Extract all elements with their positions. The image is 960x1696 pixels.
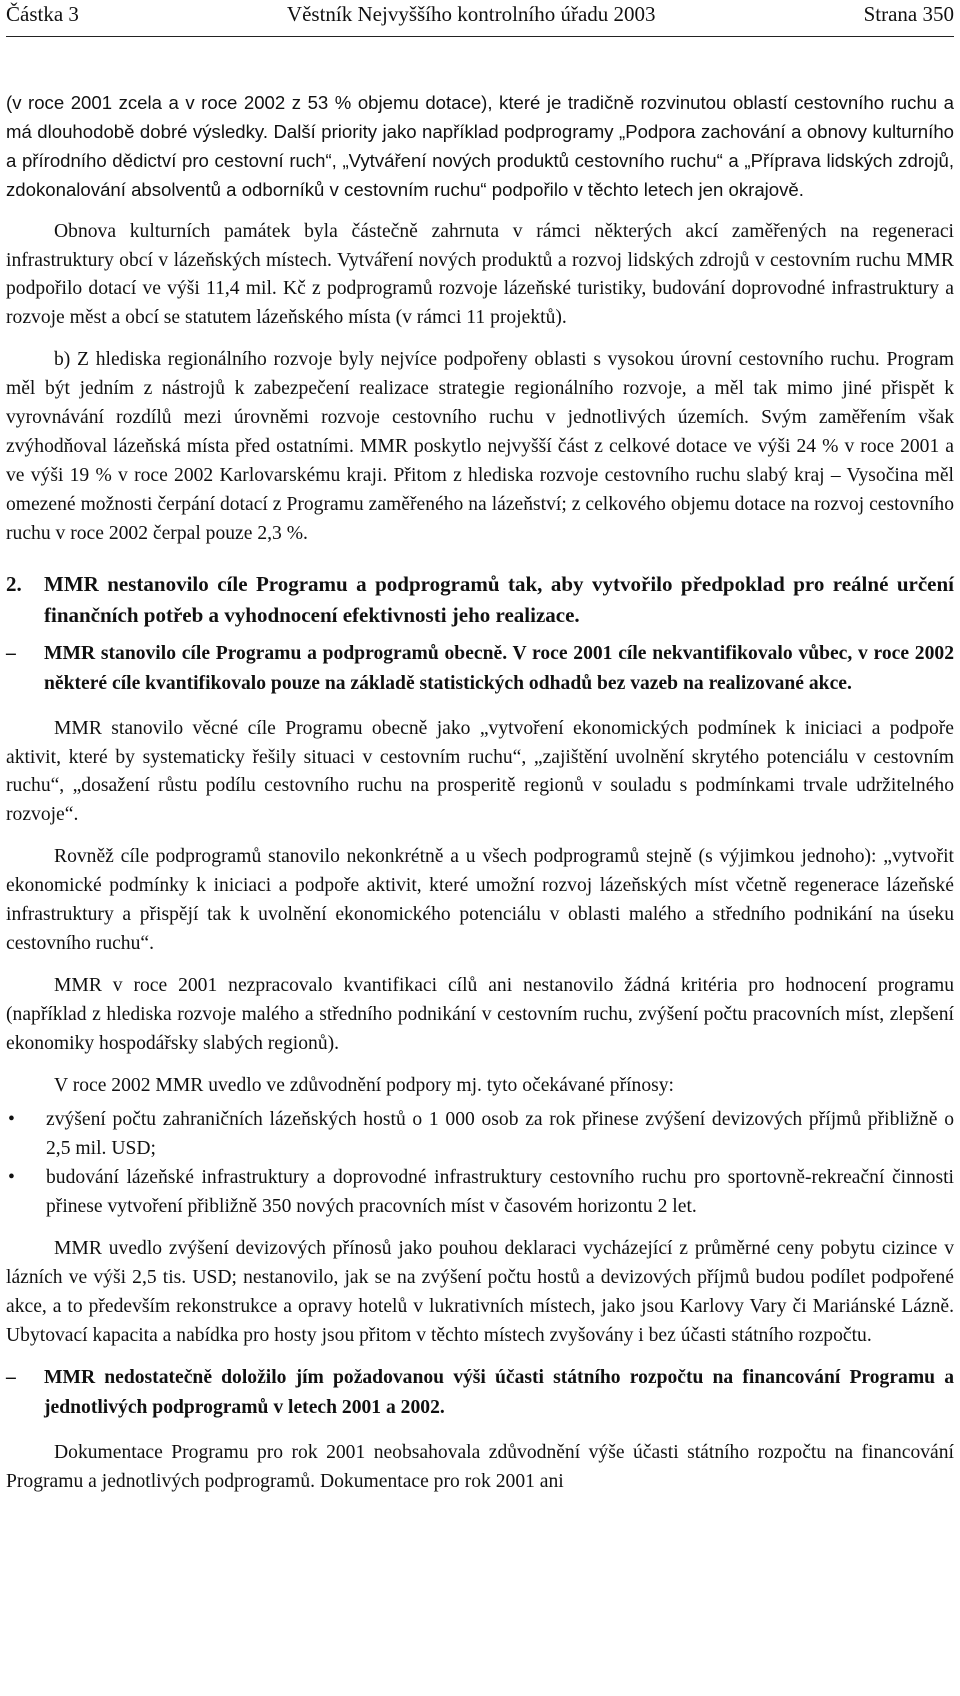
journal-title: Věstník Nejvyššího kontrolního úřadu 2003	[286, 2, 656, 26]
list-item	[6, 1164, 954, 1222]
paragraph-foreign-exchange: MMR uvedlo zvýšení devizových přínosů jako pouhou deklaraci vycházející z průměrné ceny pobytu cizince v lázních ve výši 2,5 tis. USD; nestanovilo, jak se na zvýšení počtu hostů a devizových příjmů budou podílet podpořené akce, a to především rekonstrukce a opravy hotelů v lukrativních místech, jako jsou Karlovy Vary či Mariánské Lázně. Ubytovací kapacita a nabídka pro hosty jsou přitom v těchto místech zvyšovány i bez účasti státního rozpočtu.	[6, 1238, 954, 1346]
paragraph-documentation: Dokumentace Programu pro rok 2001 neobsahovala zdůvodnění výše účasti státního rozpočtu na financování Programu a jednotlivých podprogramů. Dokumentace pro rok 2001 ani	[6, 1441, 954, 1492]
list-item-text: budování lázeňské infrastruktury a doprovodné infrastruktury cestovního ruchu pro sportovně-rekreační činnosti přinese vytvoření přibližně 350 nových pracovních míst v časovém horizontu 2 let.	[46, 1167, 954, 1218]
list-item	[6, 1106, 954, 1164]
list-item-text: zvýšení počtu zahraničních lázeňských hostů o 1 000 osob za rok přinese zvýšení devizových příjmů přibližně o 2,5 mil. USD;	[46, 1109, 954, 1160]
paragraph-priorities: (v roce 2001 zcela a v roce 2002 z 53 % objemu dotace), které je tradičně rozvinutou oblastí cestovního ruchu a má dlouhodobě dobré výsledky. Další priority jako například podprogramy „Podpora zachování a obnovy kulturního a přírodního dědictví pro cestovní ruch“, „Vytváření nových produktů cestovního ruchu“ a „Příprava lidských zdrojů, zdokonalování absolventů a odborníků v cestovním ruchu“ podpořilo v těchto letech jen okrajově.	[6, 92, 954, 200]
paragraph-cultural-monuments: Obnova kulturních památek byla částečně zahrnuta v rámci některých akcí zaměřených na regeneraci infrastruktury obcí v lázeňských místech. Vytváření nových produktů a rozvoj lidských zdrojů v cestovním ruchu MMR podpořilo dotací ve výši 11,4 mil. Kč z podprogramů rozvoje lázeňské turistiky, budování doprovodné infrastruktury a rozvoje měst a obcí se statutem lázeňského místa (v rámci 11 projektů).	[6, 220, 954, 329]
finding-point-text: MMR stanovilo cíle Programu a podprogramů obecně. V roce 2001 cíle nekvantifikovalo vůbec, v roce 2002 některé cíle kvantifikovalo pouze na základě statistických odhadů bez vazeb na realizované akce.	[44, 642, 954, 694]
page-number: Strana 350	[863, 2, 954, 26]
finding-point-funding	[6, 1363, 954, 1423]
finding-point-text: MMR nedostatečně doložilo jím požadovanou výši účasti státního rozpočtu na financování Programu a jednotlivých podprogramů v letech 2001 a 2002.	[44, 1366, 954, 1418]
finding-point-goals	[6, 639, 954, 699]
page-header	[6, 0, 954, 37]
dash-marker: –	[6, 642, 16, 664]
bullet-marker: •	[8, 1167, 15, 1189]
document-page	[6, 0, 954, 1497]
finding-heading-2	[6, 569, 954, 631]
issue-number: Částka 3	[6, 2, 79, 26]
document-body	[6, 89, 954, 1497]
paragraph-subprogram-goals: Rovněž cíle podprogramů stanovilo nekonkrétně a u všech podprogramů stejně (s výjimkou jednoho): „vytvořit ekonomické podmínky k iniciaci a podpoře aktivit, které umožní rozvoj lázeňských míst včetně regenerace lázeňské infrastruktury a přispějí tak k uvolnění ekonomického potenciálu v oblasti malého a středního podnikání na úseku cestovního ruchu“.	[6, 846, 954, 954]
finding-number: 2.	[6, 571, 22, 596]
paragraph-regional-development: b) Z hlediska regionálního rozvoje byly nejvíce podpořeny oblasti s vysokou úrovní cestovního ruchu. Program měl být jedním z nástrojů k zabezpečení realizace strategie regionálního rozvoje, a měl tak mimo jiné přispět k vyrovnávání rozdílů mezi úrovněmi rozvoje cestovního ruchu v jednotlivých územích. Svým zaměřením však zvýhodňoval lázeňská místa před ostatními. MMR poskytlo nejvyšší část z celkové dotace ve výši 24 % v roce 2001 a ve výši 19 % v roce 2002 Karlovarskému kraji. Přitom z hlediska rozvoje cestovního ruchu slabý kraj – Vysočina měl omezené možnosti čerpání dotací z Programu zaměřeného na lázeňství; z celkového objemu dotace na rozvoj cestovního ruchu v roce 2002 čerpal pouze 2,3 %.	[6, 349, 954, 544]
dash-marker: –	[6, 1366, 16, 1388]
paragraph-quantification: MMR v roce 2001 nezpracovalo kvantifikaci cílů ani nestanovilo žádná kritéria pro hodnocení programu (například z hlediska rozvoje malého a středního podnikání v cestovním ruchu, zvýšení počtu pracovních míst, zlepšení ekonomiky hospodářsky slabých regionů).	[6, 974, 954, 1054]
paragraph-expected-benefits: V roce 2002 MMR uvedlo ve zdůvodnění podpory mj. tyto očekávané přínosy:	[54, 1074, 674, 1096]
paragraph-program-goals: MMR stanovilo věcné cíle Programu obecně jako „vytvoření ekonomických podmínek k iniciaci a podpoře aktivit, které by systematicky řešily situaci v cestovním ruchu“, „zajištění uvolnění skrytého potenciálu v cestovním ruchu“, „dosažení růstu podílu cestovního ruchu na prosperitě regionů v souladu s podmínkami trvale udržitelného rozvoje“.	[6, 717, 954, 826]
bullet-marker: •	[8, 1109, 15, 1131]
finding-text: MMR nestanovilo cíle Programu a podprogramů tak, aby vytvořilo předpoklad pro reálné určení finančních potřeb a vyhodnocení efektivnosti jeho realizace.	[44, 571, 954, 627]
